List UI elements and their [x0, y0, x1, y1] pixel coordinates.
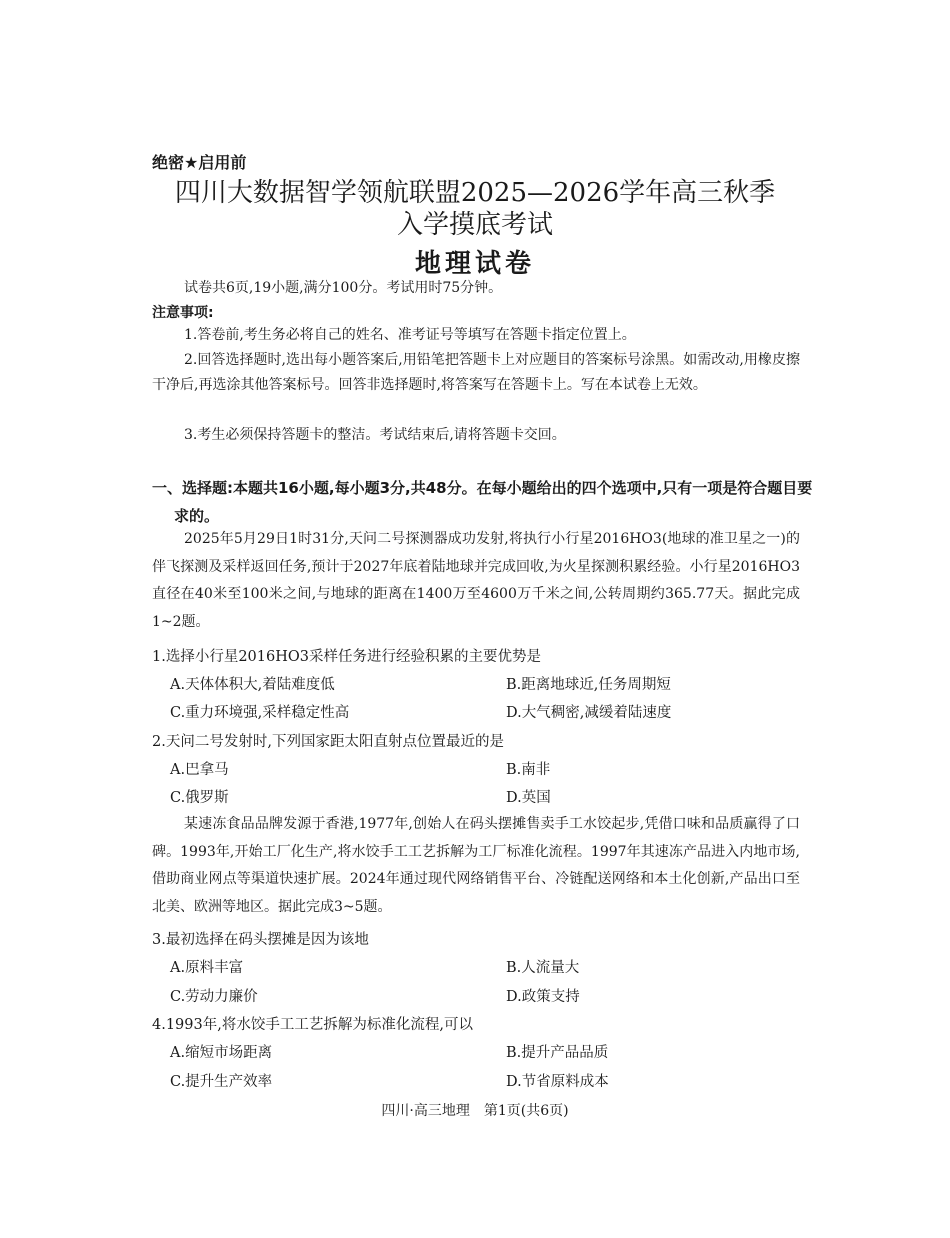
exam-title-line1: 四川大数据智学领航联盟2025—2026学年高三秋季: [174, 178, 776, 208]
question-4-stem: 4.1993年,将水饺手工工艺拆解为标准化流程,可以: [152, 1017, 473, 1033]
question-1-stem: 1.选择小行星2016HO3采样任务进行经验积累的主要优势是: [152, 649, 541, 665]
note-item: 3.考生必须保持答题卡的整洁。考试结束后,请将答题卡交回。: [184, 427, 566, 443]
question-4-option-b: B.提升产品品质: [506, 1045, 609, 1061]
page-footer: 四川·高三地理 第1页(共6页): [381, 1103, 569, 1119]
note-item: 2.回答选择题时,选出每小题答案后,用铅笔把答题卡上对应题目的答案标号涂黑。如需改动,用橡皮擦干净后,再选涂其他答案标号。回答非选择题时,将答案写在答题卡上。写在本试卷上无效。: [152, 352, 800, 393]
question-2-stem: 2.天问二号发射时,下列国家距太阳直射点位置最近的是: [152, 734, 504, 750]
question-2-option-a: A.巴拿马: [170, 762, 229, 778]
question-4-option-c: C.提升生产效率: [170, 1074, 273, 1090]
question-1-option-d: D.大气稠密,减缓着陆速度: [506, 705, 672, 721]
question-3-option-d: D.政策支持: [506, 989, 580, 1005]
question-3-option-c: C.劳动力廉价: [170, 989, 258, 1005]
question-3-option-b: B.人流量大: [506, 960, 580, 976]
section-title: 一、选择题:本题共16小题,每小题3分,共48分。在每小题给出的四个选项中,只有一项是符合题目要求的。: [152, 479, 813, 525]
question-2-option-b: B.南非: [506, 762, 551, 778]
question-1-option-c: C.重力环境强,采样稳定性高: [170, 705, 350, 721]
question-3-option-a: A.原料丰富: [170, 960, 244, 976]
passage-1: 2025年5月29日1时31分,天问二号探测器成功发射,将执行小行星2016HO3(地球的准卫星之一)的伴飞探测及采样返回任务,预计于2027年底着陆地球并完成回收,为火星探测积累经验。小行星2016HO3直径在40米至100米之间,与地球的距离在1400万至4600万千米之间,公转周期约365.77天。据此完成1~2题。: [152, 531, 800, 630]
question-1-option-b: B.距离地球近,任务周期短: [506, 677, 671, 693]
question-2-option-d: D.英国: [506, 790, 551, 806]
subject-title: 地理试卷: [414, 249, 535, 279]
question-3-stem: 3.最初选择在码头摆摊是因为该地: [152, 932, 369, 948]
note-item: 1.答卷前,考生务必将自己的姓名、准考证号等填写在答题卡指定位置上。: [184, 327, 636, 343]
notes-title: 注意事项:: [152, 305, 214, 321]
question-4-option-d: D.节省原料成本: [506, 1074, 609, 1090]
question-2-option-c: C.俄罗斯: [170, 790, 229, 806]
secret-label: 绝密★启用前: [152, 153, 247, 172]
question-4-option-a: A.缩短市场距离: [170, 1045, 273, 1061]
exam-info: 试卷共6页,19小题,满分100分。考试用时75分钟。: [184, 280, 503, 296]
passage-2: 某速冻食品品牌发源于香港,1977年,创始人在码头摆摊售卖手工水饺起步,凭借口味和品质赢得了口碑。1993年,开始工厂化生产,将水饺手工工艺拆解为工厂标准化流程。1997年其速冻产品进入内地市场,借助商业网点等渠道快速扩展。2024年通过现代网络销售平台、冷链配送网络和本土化创新,产品出口至北美、欧洲等地区。据此完成3~5题。: [152, 816, 800, 915]
exam-title-line2: 入学摸底考试: [396, 210, 553, 240]
question-1-option-a: A.天体体积大,着陆难度低: [170, 677, 335, 693]
